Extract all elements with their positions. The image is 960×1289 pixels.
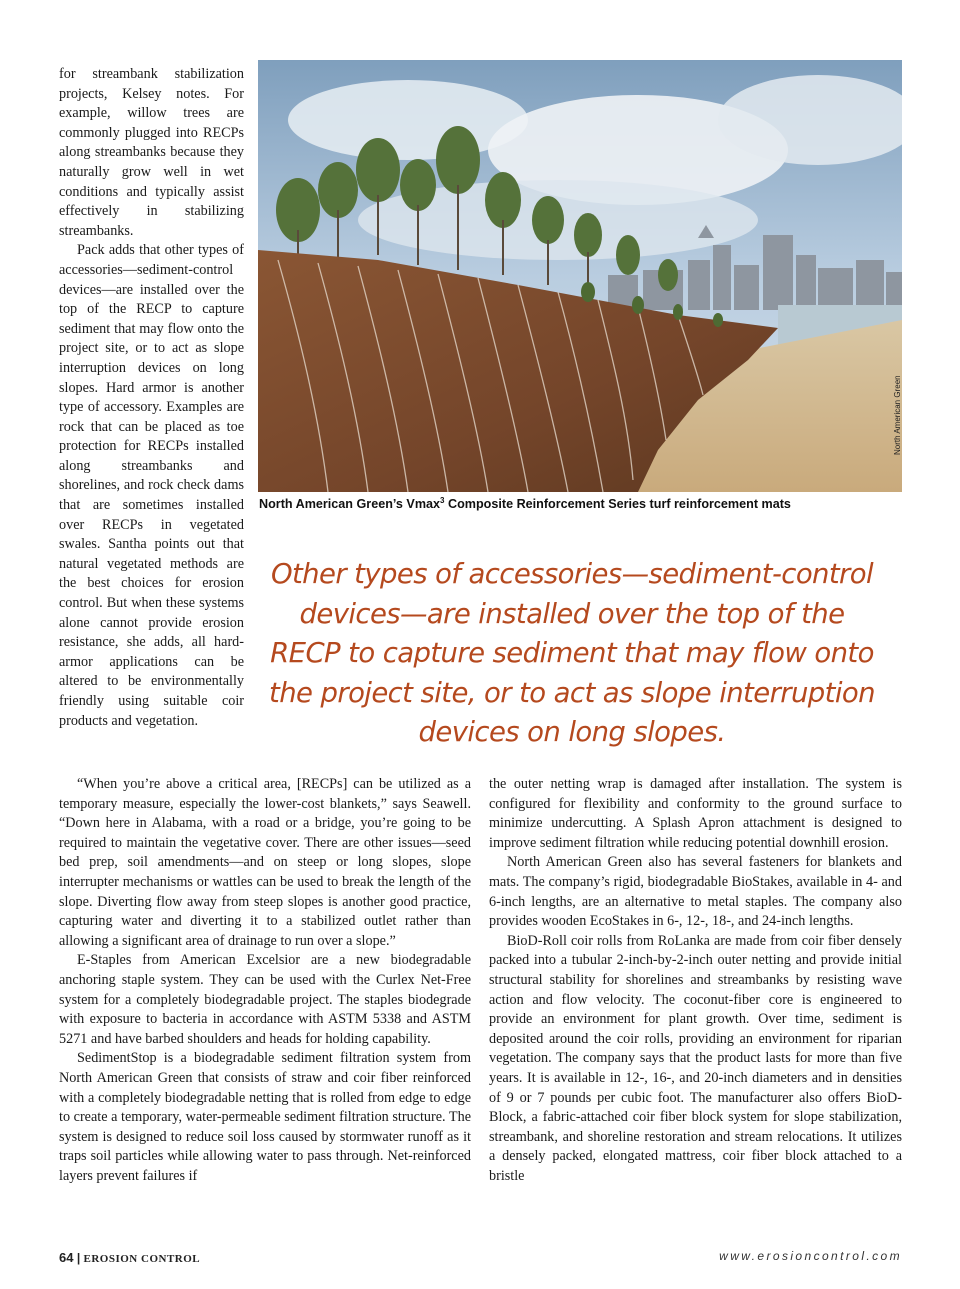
article-column-bottom-left — [59, 775, 471, 1186]
paragraph: E-Staples from American Excelsior are a new biodegradable anchoring staple system. They can be used with the Curlex Net-Free system for a completely biodegradable project. The staples biodegrade with exposure to bacteria in accordance with ASTM 5338 and ASTM 5271 and have barbed shoulders and heads for holding capability. — [59, 952, 471, 1047]
website-url: www.erosioncontrol.com — [719, 1249, 902, 1263]
article-photo — [258, 60, 902, 492]
footer-separator: | — [76, 1251, 81, 1265]
pull-quote: Other types of accessories—sediment-control devices—are installed over the top of the RECP to capture sediment that may flow onto the project site, or to act as slope interruption devices on long slopes. — [269, 558, 875, 748]
paragraph: the outer netting wrap is damaged after installation. The system is configured for flexibility and conformity to the ground surface to minimize undercutting. A Splash Apron attachment is designed to improve sediment filtration while reducing potential downhill erosion. — [489, 776, 902, 851]
caption-superscript: 3 — [440, 495, 445, 505]
page-footer-left — [59, 1250, 200, 1265]
article-column-bottom-right — [489, 775, 902, 1186]
paragraph: for streambank stabilization projects, Kelsey notes. For example, willow trees are commonly plugged into RECPs along streambanks because they naturally grow well in wet conditions and typically assist effectively in stabilizing streambanks. — [59, 66, 244, 239]
publication-name: EROSION CONTROL — [83, 1253, 201, 1265]
article-column-left-narrow — [59, 65, 244, 731]
paragraph: Pack adds that other types of accessories—sediment-control devices—are installed over the top of the RECP to capture sediment that may flow onto the project site, or to act as slope interruption devices on long slopes. Hard armor is another type of accessory. Examples are rock that can be placed as toe protection for RECPs installed along streambanks and shorelines, and rock check dams that are sometimes installed over RECPs in vegetated swales. Santha points out that natural vegetated methods are the best choices for erosion control. But when these systems alone cannot provide erosion resistance, she adds, all hard-armor applications can be altered to be environmentally friendly using suitable coir products and vegetation. — [59, 242, 244, 729]
paragraph: “When you’re above a critical area, [RECPs] can be utilized as a temporary measure, especially the lower-cost blankets,” says Seawell. “Down here in Alabama, with a road or a bridge, you’re going to be required to maintain the vegetative cover. There are other issues—seed bed prep, soil amendments—and on steep or long slopes, slope interrupter mechanisms or wattles can be used to break the length of the slope. Diverting flow away from steep slopes is another good practice, capturing water and diverting it to a stabilized outlet rather than allowing a significant area of drainage to run over a slope.” — [59, 776, 471, 949]
caption-suffix: Composite Reinforcement Series turf reinforcement mats — [444, 497, 791, 511]
photo-credit: North American Green — [893, 375, 902, 455]
caption-prefix: North American Green’s Vmax — [259, 497, 441, 511]
paragraph: BioD-Roll coir rolls from RoLanka are made from coir fiber densely packed into a tubular 2-inch-by-2-inch outer netting and provide initial structural stability for shorelines and streambanks by resisting wave action and flow velocity. The coconut-fiber core is engineered to provide an environment for plant growth. Over time, sediment is deposited around the coir rolls, providing an environment for riparian vegetation. The company says that the product lasts for more than five years. It is available in 12-, 16-, and 20-inch diameters and in densities of 9 or 7 pounds per cubic foot. The manufacturer also offers BioD-Block, a fabric-attached coir fiber block system for slope stabilization, streambank, and shoreline restoration and stream relocations. It utilizes a densely packed, elongated mattress, coir fiber block attached to a bristle — [489, 932, 902, 1184]
page-number: 64 — [59, 1250, 74, 1265]
streambank-photo-illustration — [258, 60, 902, 492]
paragraph: SedimentStop is a biodegradable sediment filtration system from North American Green that consists of straw and coir fiber reinforced with a completely biodegradable netting that is rolled from edge to edge to create a temporary, water-permeable sediment filtration structure. The system is designed to reduce soil loss caused by stormwater runoff as it traps soil particles while allowing water to pass through. Net-reinforced layers prevent failures if — [59, 1050, 471, 1184]
paragraph: North American Green also has several fasteners for blankets and mats. The company’s rigid, biodegradable BioStakes, available in 4- and 6-inch lengths, are an alternative to metal staples. The company also provides wooden EcoStakes in 6-, 12-, 18-, and 24-inch lengths. — [489, 854, 902, 930]
photo-caption — [259, 495, 899, 513]
